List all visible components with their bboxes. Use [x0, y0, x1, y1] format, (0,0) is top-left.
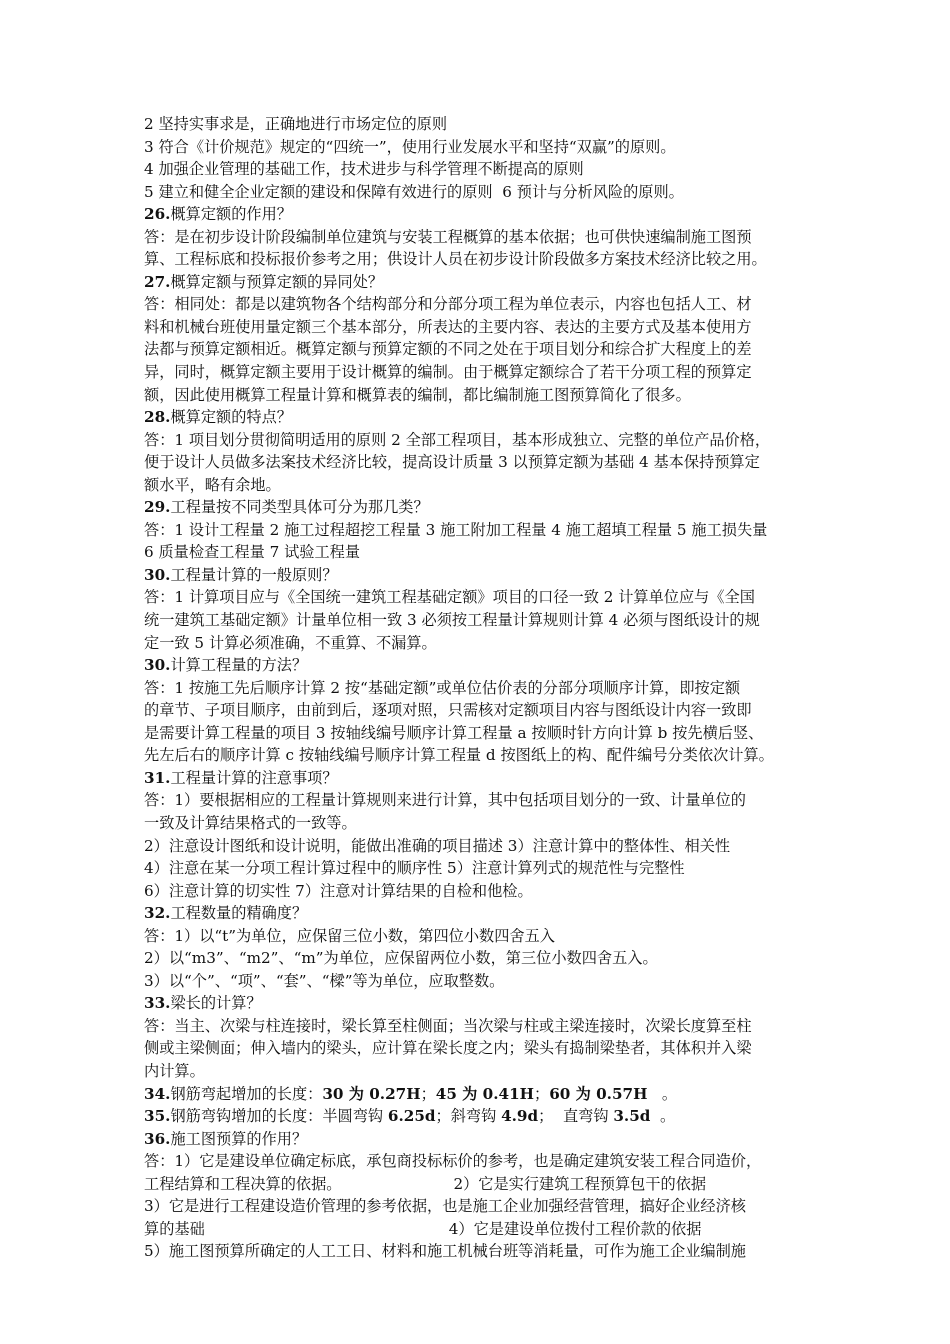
question-title: 梁长的计算？ — [170, 994, 262, 1013]
question-heading — [144, 406, 830, 429]
question-title: 工程量按不同类型具体可分为那几类？ — [170, 498, 429, 517]
text-line: 2）注意设计图纸和设计说明，能做出准确的项目描述 3）注意计算中的整体性、相关性 — [144, 836, 731, 855]
question-number: 35. — [144, 1107, 171, 1126]
text-line: 3 符合《计价规范》规定的“四统一”，使用行业发展水平和坚持“双赢”的原则。 — [144, 137, 676, 156]
text-line: 2）以“m3”、“m2”、“m”为单位，应保留两位小数，第三位小数四舍五入。 — [144, 949, 658, 968]
text-line: 一致及计算结果格式的一致等。 — [144, 813, 357, 832]
text-line: 答：1 按施工先后顺序计算 2 按“基础定额”或单位估价表的分部分项顺序计算，即按定额 — [144, 678, 741, 697]
question-number: 26. — [144, 205, 171, 224]
question-title: 工程量计算的注意事项？ — [170, 768, 338, 787]
question-heading — [144, 564, 830, 587]
text-line: 答：1 项目划分贯彻简明适用的原则 2 全部工程项目，基本形成独立、完整的单位产品价格， — [144, 430, 771, 449]
question-34: 34.钢筋弯起增加的长度：30 为 0.27H；45 为 0.41H；60 为 0.57H 。 — [144, 1084, 678, 1103]
question-35: 35.钢筋弯钩增加的长度：半圆弯钩 6.25d；斜弯钩 4.9d； 直弯钩 3.5d 。 — [144, 1107, 676, 1126]
question-number: 34. — [144, 1084, 171, 1103]
text-line: 便于设计人员做多法案技术经济比较，提高设计质量 3 以预算定额为基础 4 基本保持预算定 — [144, 453, 760, 472]
question-number: 30. — [144, 565, 171, 584]
question-title: 概算定额的作用？ — [170, 205, 292, 224]
answer-line: 算的基础 4）它是建设单位拨付工程价款的依据 — [144, 1219, 702, 1238]
text-line: 6）注意计算的切实性 7）注意对计算结果的自检和他检。 — [144, 881, 533, 900]
question-number: 36. — [144, 1129, 171, 1148]
text-line: 的章节、子项目顺序，由前到后，逐项对照，只需核对定额项目内容与图纸设计内容一致即 — [144, 701, 752, 720]
text-line: 定一致 5 计算必须准确，不重算、不漏算。 — [144, 633, 437, 652]
question-heading — [144, 767, 830, 790]
question-number: 28. — [144, 408, 171, 427]
question-heading — [144, 902, 830, 925]
answer-line: 3）它是进行工程建设造价管理的参考依据，也是施工企业加强经营管理，搞好企业经济核 — [144, 1197, 746, 1216]
text-line: 是需要计算工程量的项目 3 按轴线编号顺序计算工程量 a 按顺时针方向计算 b 按先横后竖、 — [144, 723, 764, 742]
question-heading — [144, 271, 830, 294]
text-line: 先左后右的顺序计算 c 按轴线编号顺序计算工程量 d 按图纸上的构、配件编号分类依次计算。 — [144, 746, 774, 765]
question-title: 概算定额与预算定额的异同处？ — [170, 272, 384, 291]
question-number: 27. — [144, 272, 171, 291]
answer-line: 答：1）它是建设单位确定标底，承包商投标标价的参考，也是确定建筑安装工程合同造价， — [144, 1152, 762, 1171]
question-heading — [144, 654, 830, 677]
question-heading — [144, 203, 830, 226]
text-line: 4 加强企业管理的基础工作，技术进步与科学管理不断提高的原则 — [144, 160, 584, 179]
text-line: 内计算。 — [144, 1061, 205, 1080]
question-title: 工程量计算的一般原则？ — [170, 565, 338, 584]
text-line: 答：1 计算项目应与《全国统一建筑工程基础定额》项目的口径一致 2 计算单位应与《全国 — [144, 588, 755, 607]
question-number: 29. — [144, 498, 171, 517]
text-line: 额，因此使用概算工程量计算和概算表的编制，都比编制施工图预算简化了很多。 — [144, 385, 691, 404]
question-36-heading: 36.施工图预算的作用？ — [144, 1129, 308, 1148]
text-line: 侧或主梁侧面；伸入墙内的梁头，应计算在梁长度之内；梁头有捣制梁垫者，其体积并入梁 — [144, 1039, 752, 1058]
text-line: 统一建筑工基础定额》计量单位相一致 3 必须按工程量计算规则计算 4 必须与图纸设计的规 — [144, 611, 760, 630]
question-heading — [144, 496, 830, 519]
text-line: 答：1）要根据相应的工程量计算规则来进行计算，其中包括项目划分的一致、计量单位的 — [144, 791, 746, 810]
text-line: 5 建立和健全企业定额的建设和保障有效进行的原则 6 预计与分析风险的原则。 — [144, 182, 684, 201]
text-line: 法都与预算定额相近。概算定额与预算定额的不同之处在于项目划分和综合扩大程度上的差 — [144, 340, 752, 359]
question-title: 概算定额的特点？ — [170, 408, 292, 427]
text-line: 答：1）以“t”为单位，应保留三位小数，第四位小数四舍五入 — [144, 926, 555, 945]
answer-line: 5）施工图预算所确定的人工工日、材料和施工机械台班等消耗量，可作为施工企业编制施 — [144, 1242, 746, 1261]
text-line: 额水平，略有余地。 — [144, 475, 281, 494]
question-title: 计算工程量的方法？ — [170, 656, 308, 675]
text-line: 答：当主、次梁与柱连接时，梁长算至柱侧面；当次梁与柱或主梁连接时，次梁长度算至柱 — [144, 1016, 752, 1035]
text-line: 料和机械台班使用量定额三个基本部分，所表达的主要内容、表达的主要方式及基本使用方 — [144, 317, 752, 336]
question-heading — [144, 992, 830, 1015]
text-line: 2 坚持实事求是，正确地进行市场定位的原则 — [144, 115, 448, 133]
text-line: 答：是在初步设计阶段编制单位建筑与安装工程概算的基本依据；也可供快速编制施工图预 — [144, 227, 752, 246]
text-line: 答：1 设计工程量 2 施工过程超挖工程量 3 施工附加工程量 4 施工超填工程量 5 施工损失量 — [144, 520, 768, 539]
answer-line: 工程结算和工程决算的依据。 2）它是实行建筑工程预算包干的依据 — [144, 1174, 707, 1193]
question-title: 工程数量的精确度？ — [170, 904, 308, 923]
text-line: 4）注意在某一分项工程计算过程中的顺序性 5）注意计算列式的规范性与完整性 — [144, 859, 685, 878]
question-number: 32. — [144, 904, 171, 923]
question-number: 33. — [144, 994, 171, 1013]
question-number: 31. — [144, 768, 171, 787]
text-line: 答：相同处：都是以建筑物各个结构部分和分部分项工程为单位表示，内容也包括人工、材 — [144, 295, 752, 314]
text-line: 3）以“个”、“项”、“套”、“樑”等为单位，应取整数。 — [144, 971, 505, 990]
document-body — [144, 113, 830, 1083]
text-line: 异，同时，概算定额主要用于设计概算的编制。由于概算定额综合了若干分项工程的预算定 — [144, 363, 752, 382]
question-number: 30. — [144, 656, 171, 675]
text-line: 算、工程标底和投标报价参考之用；供设计人员在初步设计阶段做多方案技术经济比较之用。 — [144, 250, 767, 269]
text-line: 6 质量检查工程量 7 试验工程量 — [144, 543, 361, 562]
